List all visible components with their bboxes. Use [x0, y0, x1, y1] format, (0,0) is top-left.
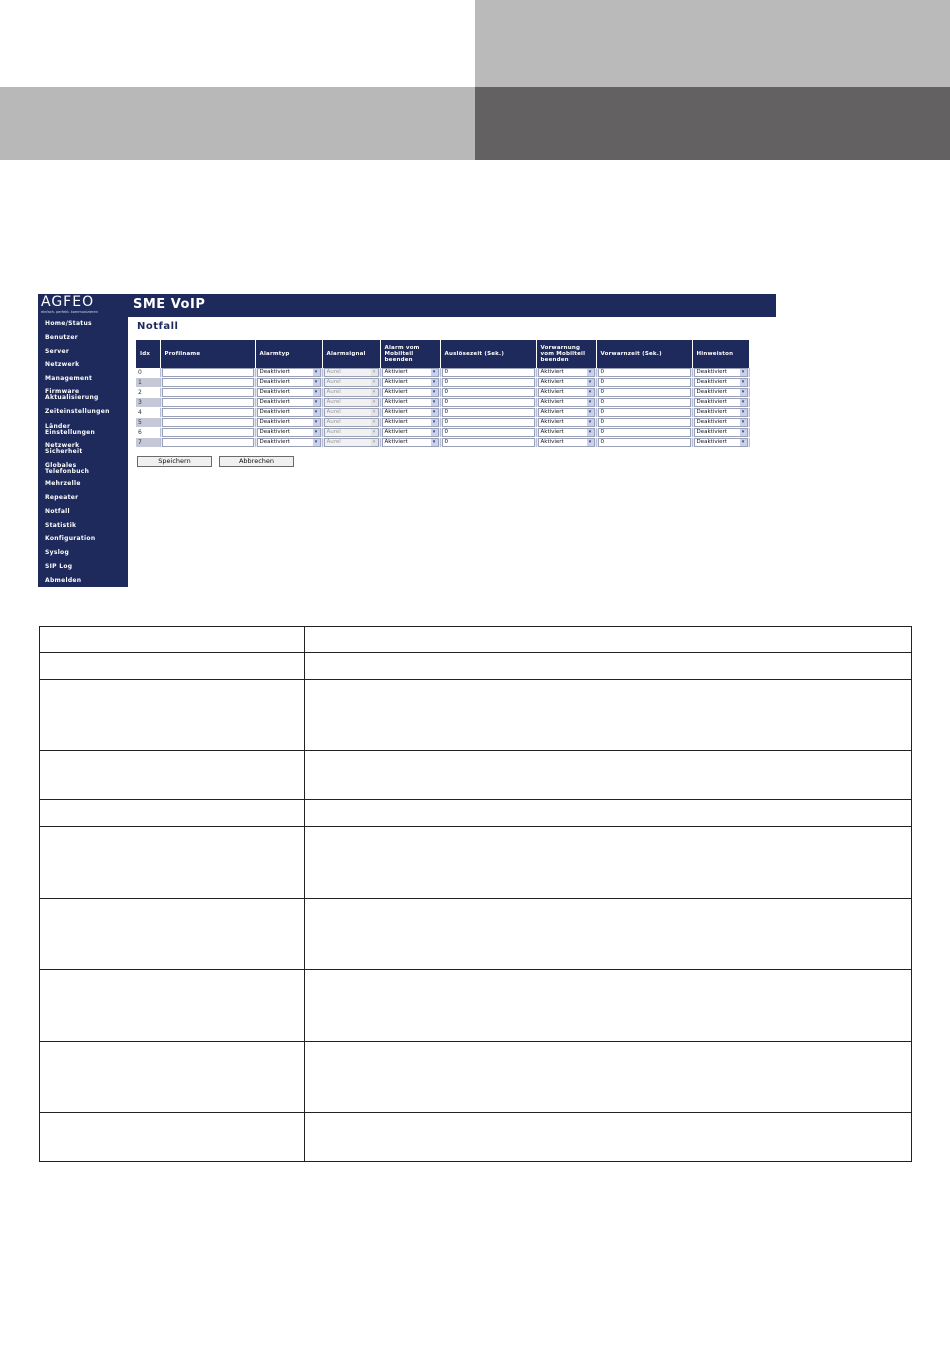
- text-input[interactable]: 0: [442, 428, 535, 437]
- sidebar: [38, 317, 128, 587]
- select-value: Deaktiviert: [259, 399, 290, 405]
- select-value: Aurel: [326, 439, 341, 445]
- table-cell: [305, 800, 912, 827]
- cell-alarmsignal: [322, 428, 380, 438]
- cell-alarm_beenden: [380, 408, 440, 418]
- cell-ausloesezeit: [440, 368, 536, 378]
- dropdown-select[interactable]: [382, 378, 439, 387]
- text-input[interactable]: 0: [598, 408, 691, 417]
- chevron-down-icon: ▾: [431, 429, 438, 436]
- table-cell: [40, 751, 305, 800]
- cell-vorwarnzeit: [596, 398, 692, 408]
- select-value: Aktiviert: [540, 429, 564, 435]
- cell-vorwarnung_beenden: [536, 388, 596, 398]
- select-value: Aurel: [326, 389, 341, 395]
- select-value: Deaktiviert: [696, 389, 727, 395]
- table-cell: [40, 970, 305, 1042]
- cell-hinweiston: [692, 378, 749, 388]
- header-block-middle-right: [475, 87, 950, 160]
- chevron-down-icon: ▾: [431, 439, 438, 446]
- sidebar-item[interactable]: Benutzer: [45, 334, 78, 341]
- dropdown-select[interactable]: [257, 418, 321, 427]
- table-row: [40, 1113, 912, 1162]
- cell-profilname: [160, 438, 255, 448]
- column-header: Alarmsignal: [322, 340, 380, 368]
- table-cell: [305, 680, 912, 751]
- sidebar-item[interactable]: Server: [45, 348, 70, 355]
- dropdown-select[interactable]: [382, 368, 439, 377]
- cell-vorwarnung_beenden: [536, 428, 596, 438]
- chevron-down-icon: ▾: [431, 399, 438, 406]
- table-row: [40, 627, 912, 653]
- select-value: Aktiviert: [384, 369, 408, 375]
- row-index: 2: [136, 388, 160, 398]
- select-value: Aktiviert: [540, 399, 564, 405]
- chevron-down-icon: ▾: [371, 409, 378, 416]
- cell-hinweiston: [692, 438, 749, 448]
- dropdown-select: [324, 398, 379, 407]
- dropdown-select[interactable]: [257, 408, 321, 417]
- chevron-down-icon: ▾: [587, 399, 594, 406]
- select-value: Deaktiviert: [259, 429, 290, 435]
- select-value: Aktiviert: [540, 389, 564, 395]
- chevron-down-icon: ▾: [740, 399, 747, 406]
- row-index: 7: [136, 438, 160, 448]
- dropdown-select[interactable]: [257, 388, 321, 397]
- chevron-down-icon: ▾: [587, 379, 594, 386]
- table-cell: [305, 1113, 912, 1162]
- agfeo-logo: [41, 295, 126, 316]
- chevron-down-icon: ▾: [371, 389, 378, 396]
- chevron-down-icon: ▾: [587, 429, 594, 436]
- table-row: [40, 653, 912, 680]
- column-header: Idx: [136, 340, 160, 368]
- table-row: [40, 751, 912, 800]
- dropdown-select[interactable]: [538, 418, 595, 427]
- column-header: Profilname: [160, 340, 255, 368]
- cell-hinweiston: [692, 368, 749, 378]
- chevron-down-icon: ▾: [313, 409, 320, 416]
- dropdown-select[interactable]: [382, 438, 439, 447]
- page-title: Notfall: [137, 321, 179, 332]
- select-value: Aurel: [326, 429, 341, 435]
- save-button[interactable]: Speichern: [137, 456, 212, 467]
- select-value: Deaktiviert: [696, 409, 727, 415]
- cell-profilname: [160, 398, 255, 408]
- select-value: Deaktiviert: [696, 369, 727, 375]
- cell-alarm_beenden: [380, 438, 440, 448]
- select-value: Aktiviert: [540, 409, 564, 415]
- select-value: Aktiviert: [384, 389, 408, 395]
- cell-vorwarnung_beenden: [536, 368, 596, 378]
- chevron-down-icon: ▾: [313, 419, 320, 426]
- table-cell: [305, 970, 912, 1042]
- dropdown-select[interactable]: [382, 398, 439, 407]
- chevron-down-icon: ▾: [371, 379, 378, 386]
- text-input[interactable]: 0: [442, 368, 535, 377]
- cell-vorwarnung_beenden: [536, 418, 596, 428]
- cell-alarmsignal: [322, 378, 380, 388]
- dropdown-select[interactable]: [257, 438, 321, 447]
- dropdown-select: [324, 388, 379, 397]
- dropdown-select[interactable]: [538, 378, 595, 387]
- select-value: Deaktiviert: [259, 389, 290, 395]
- table-cell: [305, 827, 912, 899]
- table-row: [136, 418, 749, 428]
- cell-alarm_beenden: [380, 428, 440, 438]
- text-input[interactable]: 0: [442, 398, 535, 407]
- text-input[interactable]: 0: [598, 398, 691, 407]
- table-cell: [40, 800, 305, 827]
- dropdown-select[interactable]: [257, 398, 321, 407]
- cell-vorwarnzeit: [596, 418, 692, 428]
- chevron-down-icon: ▾: [313, 389, 320, 396]
- row-index: 1: [136, 378, 160, 388]
- chevron-down-icon: ▾: [431, 379, 438, 386]
- chevron-down-icon: ▾: [313, 399, 320, 406]
- select-value: Aktiviert: [540, 379, 564, 385]
- dropdown-select: [324, 428, 379, 437]
- cell-vorwarnzeit: [596, 378, 692, 388]
- table-cell: [40, 1042, 305, 1113]
- table-cell: [40, 653, 305, 680]
- text-input[interactable]: 0: [442, 438, 535, 447]
- cell-vorwarnzeit: [596, 388, 692, 398]
- sidebar-item[interactable]: Zeiteinstellungen: [45, 408, 110, 415]
- column-header: Hinweiston: [692, 340, 749, 368]
- cell-alarmsignal: [322, 398, 380, 408]
- select-value: Deaktiviert: [696, 379, 727, 385]
- sidebar-item[interactable]: Globales Telefonbuch: [45, 462, 90, 475]
- chevron-down-icon: ▾: [371, 429, 378, 436]
- dropdown-select[interactable]: [382, 408, 439, 417]
- text-input[interactable]: [162, 398, 254, 407]
- text-input[interactable]: 0: [442, 418, 535, 427]
- app-header: [38, 294, 776, 317]
- table-row: [136, 388, 749, 398]
- text-input[interactable]: 0: [598, 418, 691, 427]
- cell-hinweiston: [692, 428, 749, 438]
- cell-vorwarnung_beenden: [536, 378, 596, 388]
- select-value: Deaktiviert: [696, 429, 727, 435]
- dropdown-select[interactable]: [382, 418, 439, 427]
- text-input[interactable]: [162, 368, 254, 377]
- table-row: [40, 899, 912, 970]
- select-value: Aktiviert: [540, 439, 564, 445]
- sidebar-item[interactable]: Länder Einstellungen: [45, 423, 96, 436]
- sidebar-item[interactable]: Repeater: [45, 494, 79, 501]
- select-value: Aktiviert: [384, 419, 408, 425]
- cell-alarmsignal: [322, 388, 380, 398]
- cell-ausloesezeit: [440, 408, 536, 418]
- table-cell: [40, 680, 305, 751]
- sidebar-item[interactable]: Notfall: [45, 508, 70, 515]
- chevron-down-icon: ▾: [313, 369, 320, 376]
- chevron-down-icon: ▾: [371, 439, 378, 446]
- table-cell: [305, 899, 912, 970]
- chevron-down-icon: ▾: [740, 419, 747, 426]
- sidebar-item[interactable]: Abmelden: [45, 577, 82, 584]
- cell-ausloesezeit: [440, 378, 536, 388]
- select-value: Deaktiviert: [696, 419, 727, 425]
- table-row: [40, 680, 912, 751]
- table-cell: [305, 627, 912, 653]
- cell-vorwarnung_beenden: [536, 398, 596, 408]
- select-value: Aktiviert: [384, 439, 408, 445]
- cell-alarm_beenden: [380, 368, 440, 378]
- sidebar-item[interactable]: Syslog: [45, 549, 70, 556]
- cell-alarmtyp: [255, 418, 322, 428]
- cell-vorwarnzeit: [596, 428, 692, 438]
- text-input[interactable]: 0: [442, 388, 535, 397]
- dropdown-select[interactable]: [257, 368, 321, 377]
- chevron-down-icon: ▾: [740, 409, 747, 416]
- chevron-down-icon: ▾: [587, 439, 594, 446]
- table-row: [40, 970, 912, 1042]
- cell-profilname: [160, 418, 255, 428]
- dropdown-select: [324, 378, 379, 387]
- chevron-down-icon: ▾: [587, 389, 594, 396]
- text-input[interactable]: 0: [598, 428, 691, 437]
- select-value: Aurel: [326, 369, 341, 375]
- description-table: [39, 626, 912, 1162]
- sidebar-item[interactable]: Netzwerk: [45, 361, 80, 368]
- column-header: Alarmtyp: [255, 340, 322, 368]
- dropdown-select[interactable]: [694, 378, 748, 387]
- table-row: [40, 827, 912, 899]
- cell-hinweiston: [692, 388, 749, 398]
- table-cell: [40, 827, 305, 899]
- table-row: [136, 428, 749, 438]
- dropdown-select[interactable]: [694, 408, 748, 417]
- table-cell: [305, 653, 912, 680]
- table-row: [136, 408, 749, 418]
- cell-hinweiston: [692, 418, 749, 428]
- cell-alarm_beenden: [380, 378, 440, 388]
- select-value: Aurel: [326, 399, 341, 405]
- text-input[interactable]: [162, 438, 254, 447]
- chevron-down-icon: ▾: [587, 369, 594, 376]
- dropdown-select[interactable]: [538, 438, 595, 447]
- dropdown-select: [324, 438, 379, 447]
- text-input[interactable]: [162, 408, 254, 417]
- select-value: Deaktiviert: [259, 419, 290, 425]
- cell-hinweiston: [692, 408, 749, 418]
- chevron-down-icon: ▾: [740, 429, 747, 436]
- cell-alarmsignal: [322, 438, 380, 448]
- cell-vorwarnung_beenden: [536, 408, 596, 418]
- sidebar-item[interactable]: Konfiguration: [45, 535, 96, 542]
- dropdown-select[interactable]: [538, 408, 595, 417]
- chevron-down-icon: ▾: [431, 389, 438, 396]
- sidebar-item[interactable]: Management: [45, 375, 93, 382]
- table-row: [136, 438, 749, 448]
- dropdown-select[interactable]: [694, 398, 748, 407]
- row-index: 0: [136, 368, 160, 378]
- table-row: [136, 398, 749, 408]
- select-value: Aurel: [326, 419, 341, 425]
- table-cell: [305, 1042, 912, 1113]
- cell-vorwarnzeit: [596, 438, 692, 448]
- column-header: Alarm vom Mobilteil beenden: [380, 340, 440, 368]
- cell-profilname: [160, 408, 255, 418]
- cell-alarm_beenden: [380, 418, 440, 428]
- cell-profilname: [160, 368, 255, 378]
- cell-alarm_beenden: [380, 388, 440, 398]
- chevron-down-icon: ▾: [313, 379, 320, 386]
- text-input[interactable]: 0: [598, 388, 691, 397]
- cell-alarmtyp: [255, 428, 322, 438]
- chevron-down-icon: ▾: [740, 379, 747, 386]
- text-input[interactable]: 0: [442, 378, 535, 387]
- cell-profilname: [160, 428, 255, 438]
- table-cell: [40, 1113, 305, 1162]
- dropdown-select[interactable]: [382, 388, 439, 397]
- text-input[interactable]: [162, 378, 254, 387]
- app-title: SME VoIP: [133, 297, 206, 312]
- cell-alarmtyp: [255, 368, 322, 378]
- chevron-down-icon: ▾: [371, 399, 378, 406]
- dropdown-select[interactable]: [538, 398, 595, 407]
- chevron-down-icon: ▾: [371, 369, 378, 376]
- dropdown-select[interactable]: [257, 378, 321, 387]
- select-value: Deaktiviert: [259, 369, 290, 375]
- cell-ausloesezeit: [440, 398, 536, 408]
- table-row: [40, 1042, 912, 1113]
- chevron-down-icon: ▾: [431, 409, 438, 416]
- cell-ausloesezeit: [440, 438, 536, 448]
- chevron-down-icon: ▾: [587, 409, 594, 416]
- table-cell: [305, 751, 912, 800]
- dropdown-select[interactable]: [694, 388, 748, 397]
- text-input[interactable]: [162, 418, 254, 427]
- row-index: 4: [136, 408, 160, 418]
- sidebar-item[interactable]: SIP Log: [45, 563, 73, 570]
- column-header: Vorwarnung vom Mobilteil beenden: [536, 340, 596, 368]
- dropdown-select[interactable]: [694, 368, 748, 377]
- chevron-down-icon: ▾: [740, 389, 747, 396]
- app-screenshot: [38, 294, 776, 587]
- text-input[interactable]: [162, 428, 254, 437]
- chevron-down-icon: ▾: [313, 429, 320, 436]
- dropdown-select[interactable]: [382, 428, 439, 437]
- cell-profilname: [160, 388, 255, 398]
- table-row: [136, 378, 749, 388]
- chevron-down-icon: ▾: [431, 369, 438, 376]
- sidebar-item[interactable]: Home/Status: [45, 320, 92, 327]
- table-row: [136, 368, 749, 378]
- select-value: Deaktiviert: [696, 399, 727, 405]
- table-row: [40, 800, 912, 827]
- select-value: Deaktiviert: [259, 379, 290, 385]
- header-block-top-right: [475, 0, 950, 87]
- select-value: Aurel: [326, 379, 341, 385]
- header-block-middle-left: [0, 87, 475, 160]
- logo-tagline: einfach. perfekt. kommunizieren: [41, 310, 98, 314]
- chevron-down-icon: ▾: [313, 439, 320, 446]
- row-index: 5: [136, 418, 160, 428]
- dropdown-select[interactable]: [694, 418, 748, 427]
- cell-alarmtyp: [255, 398, 322, 408]
- cell-vorwarnung_beenden: [536, 438, 596, 448]
- select-value: Aktiviert: [384, 399, 408, 405]
- dropdown-select[interactable]: [694, 428, 748, 437]
- logo-wordmark: AGFEO: [41, 294, 95, 310]
- sidebar-item[interactable]: Mehrzelle: [45, 480, 81, 487]
- cell-profilname: [160, 378, 255, 388]
- select-value: Aktiviert: [384, 429, 408, 435]
- select-value: Deaktiviert: [696, 439, 727, 445]
- dropdown-select: [324, 418, 379, 427]
- select-value: Aktiviert: [540, 369, 564, 375]
- select-value: Aktiviert: [540, 419, 564, 425]
- dropdown-select[interactable]: [694, 438, 748, 447]
- chevron-down-icon: ▾: [371, 419, 378, 426]
- sidebar-item[interactable]: Netzwerk Sicherheit: [45, 442, 83, 455]
- cell-alarmsignal: [322, 368, 380, 378]
- cell-vorwarnzeit: [596, 368, 692, 378]
- cell-ausloesezeit: [440, 388, 536, 398]
- cell-alarmsignal: [322, 418, 380, 428]
- dropdown-select[interactable]: [538, 388, 595, 397]
- cell-ausloesezeit: [440, 428, 536, 438]
- emergency-profiles-table: [136, 340, 750, 448]
- text-input[interactable]: 0: [598, 368, 691, 377]
- cell-alarmtyp: [255, 378, 322, 388]
- sidebar-item[interactable]: Statistik: [45, 522, 77, 529]
- cell-ausloesezeit: [440, 418, 536, 428]
- cell-alarmsignal: [322, 408, 380, 418]
- select-value: Deaktiviert: [259, 439, 290, 445]
- column-header: Auslösezeit (Sek.): [440, 340, 536, 368]
- cell-alarm_beenden: [380, 398, 440, 408]
- cell-alarmtyp: [255, 408, 322, 418]
- select-value: Aurel: [326, 409, 341, 415]
- row-index: 6: [136, 428, 160, 438]
- text-input[interactable]: 0: [442, 408, 535, 417]
- text-input[interactable]: [162, 388, 254, 397]
- table-cell: [40, 899, 305, 970]
- select-value: Deaktiviert: [259, 409, 290, 415]
- select-value: Aktiviert: [384, 409, 408, 415]
- row-index: 3: [136, 398, 160, 408]
- cell-vorwarnzeit: [596, 408, 692, 418]
- text-input[interactable]: 0: [598, 438, 691, 447]
- dropdown-select[interactable]: [538, 428, 595, 437]
- cell-hinweiston: [692, 398, 749, 408]
- dropdown-select: [324, 408, 379, 417]
- dropdown-select: [324, 368, 379, 377]
- sidebar-item[interactable]: Firmware Aktualisierung: [45, 388, 99, 401]
- select-value: Aktiviert: [384, 379, 408, 385]
- chevron-down-icon: ▾: [740, 439, 747, 446]
- column-header: Vorwarnzeit (Sek.): [596, 340, 692, 368]
- dropdown-select[interactable]: [538, 368, 595, 377]
- cell-alarmtyp: [255, 388, 322, 398]
- dropdown-select[interactable]: [257, 428, 321, 437]
- chevron-down-icon: ▾: [431, 419, 438, 426]
- chevron-down-icon: ▾: [587, 419, 594, 426]
- chevron-down-icon: ▾: [740, 369, 747, 376]
- text-input[interactable]: 0: [598, 378, 691, 387]
- cell-alarmtyp: [255, 438, 322, 448]
- cancel-button[interactable]: Abbrechen: [219, 456, 294, 467]
- table-cell: [40, 627, 305, 653]
